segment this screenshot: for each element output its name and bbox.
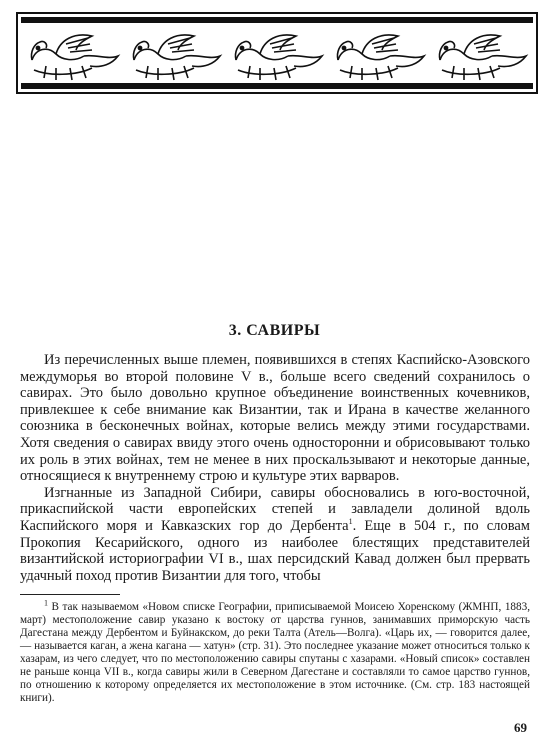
footnote-reference: 1: [348, 517, 353, 527]
paragraph-1: Из перечисленных выше племен, появившихся в степях Каспийско-Азовского междуморья во второй половине V в., больше всего сведений сохранилось о савирах. Это было довольно крупное объединение воинственных кочевников, привлекшее к себе внимание как Византии, так и Ирана в качестве желанного союзника в бесконечных войнах, которые велись между этими государствами. Хотя сведения о савирах ввиду этого очень односторонни и обрисовывают только их роль в этих войнах, тем не менее в них проскальзывают и некоторые данные, относящиеся к внутреннему строю и культуре этих варваров.: [20, 352, 530, 485]
footnote-text: [20, 598, 530, 705]
footnote: [20, 598, 530, 705]
paragraph-2-part-2: . Еще в 504 г., по словам Прокопия Кесарийского, одного из наиболее блестящих представителей византийской историографии VI в., шах персидский Кавад должен был прервать удачный поход против Византии для того, чтобы: [20, 517, 530, 584]
page-number: 69: [514, 720, 527, 735]
decorative-ornament-band: [16, 12, 538, 94]
paragraph-2: [20, 485, 530, 585]
paragraph-2-part-1: Изгнанные из Западной Сибири, савиры обосновались в юго-восточной, прикаспийской части европейских степей и завладели долиной вдоль Каспийского моря и Кавказских гор до Дербента: [20, 484, 530, 534]
chapter-heading: 3. САВИРЫ: [228, 322, 321, 339]
main-text: [20, 352, 530, 584]
footnote-divider: [20, 594, 120, 595]
footnote-body: В так называемом «Новом списке Географии, приписываемой Моисею Хоренскому (ЖМНП, 1883, март) местоположение савир указано к востоку от царства гуннов, занимавших приморскую часть Дагестана между Дербентом и Буйнакском, до реки Талта (Атель—Волга). «Царь их, — говорится далее, — называется каган, а жена кагана — хатун» (стр. 31). Это последнее указание может относиться только к хазарам, из чего следует, что по местоположению савиры спутаны с хазарами. «Новый список» составлен не раньше конца VII в., когда савиры жили в Северном Дагестане и составляли то самое царство гуннов, по отношению к которому определяется их местоположение в этом источнике. (См. стр. 183 настоящей книги).: [20, 601, 530, 704]
footnote-marker: 1: [44, 598, 48, 608]
